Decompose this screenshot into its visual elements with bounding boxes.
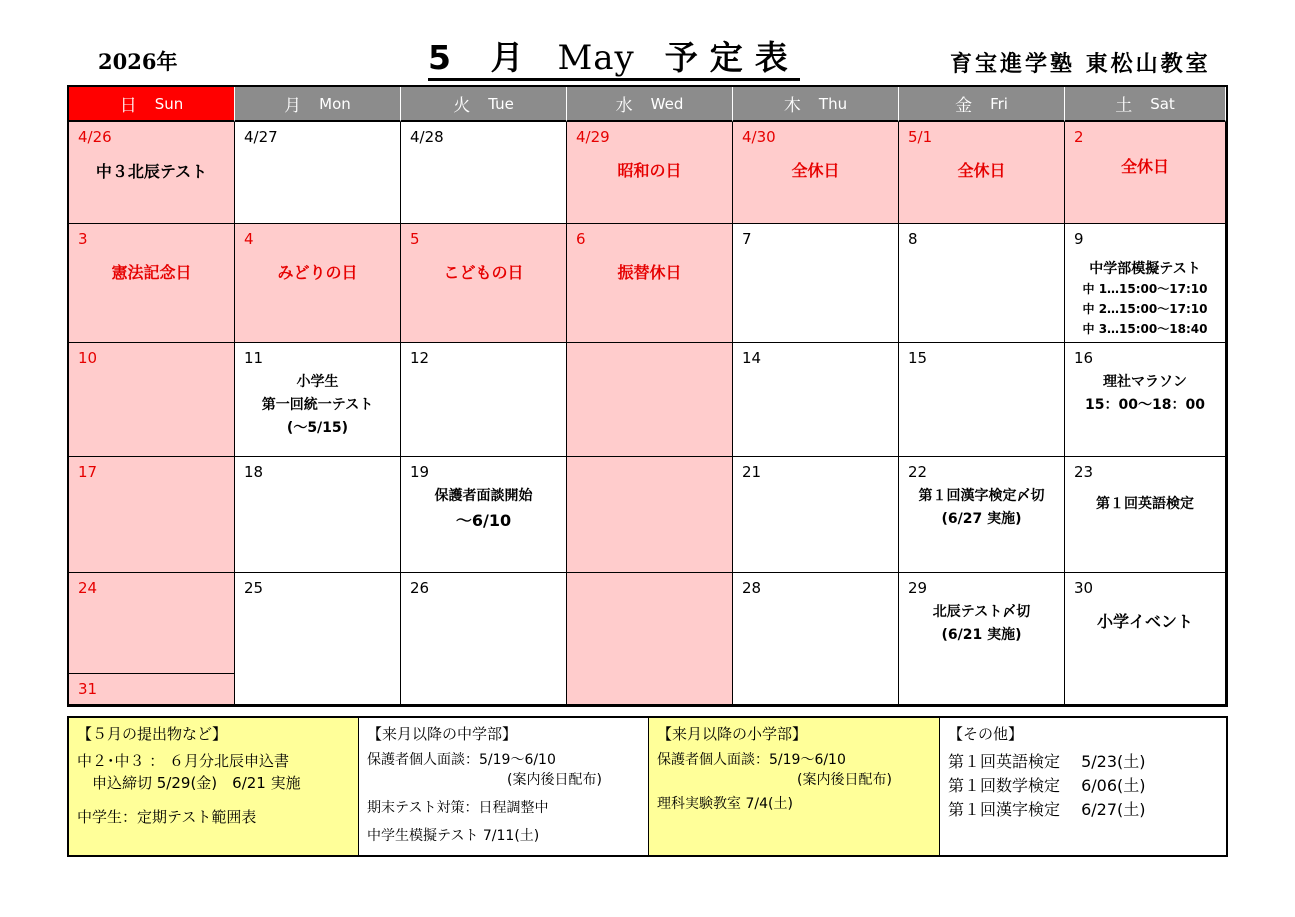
day-number: 28 bbox=[742, 579, 762, 597]
note-heading: 【５月の提出物など】 bbox=[77, 725, 228, 743]
day-cell bbox=[1065, 573, 1226, 705]
note-line: 申込締切 5/29(金) 6/21 実施 bbox=[77, 774, 301, 792]
day-cell bbox=[235, 224, 401, 343]
event-text: (～5/15) bbox=[286, 420, 349, 436]
day-number: 4 bbox=[244, 230, 254, 248]
event-text: (6/27 実施) bbox=[941, 511, 1022, 527]
day-number: 4/27 bbox=[244, 128, 278, 146]
note-box bbox=[69, 718, 359, 855]
event-text: 小学生 bbox=[296, 374, 339, 390]
weekday-header-fri bbox=[899, 87, 1065, 122]
event-text: 全休日 bbox=[1120, 157, 1169, 176]
day-number: 4/28 bbox=[410, 128, 444, 146]
day-number: 5 bbox=[410, 230, 420, 248]
event-text: 中 3…15:00～18:40 bbox=[1082, 322, 1208, 336]
day-cell bbox=[1065, 343, 1226, 457]
day-cell bbox=[567, 573, 733, 705]
day-cell bbox=[1065, 224, 1226, 343]
note-box bbox=[940, 718, 1226, 855]
day-number: 24 bbox=[78, 579, 98, 597]
note-line: (案内後日配布) bbox=[367, 772, 602, 788]
weekday-jp: 金 bbox=[955, 96, 973, 116]
day-cell bbox=[733, 122, 899, 224]
day-number: 18 bbox=[244, 463, 264, 481]
day-cell bbox=[899, 343, 1065, 457]
event-text: 理社マラソン bbox=[1103, 374, 1187, 390]
weekday-en: Sun bbox=[154, 94, 184, 113]
day-number: 12 bbox=[410, 349, 430, 367]
day-number: 21 bbox=[742, 463, 762, 481]
day-cell bbox=[69, 224, 235, 343]
event-text: 中学部模擬テスト bbox=[1089, 261, 1201, 277]
day-cell bbox=[69, 573, 235, 674]
weekday-en: Fri bbox=[990, 94, 1008, 113]
day-number: 6 bbox=[576, 230, 586, 248]
weekday-jp: 木 bbox=[783, 96, 801, 116]
note-line: (案内後日配布) bbox=[657, 772, 892, 788]
note-line: 理科実験教室 7/4(土) bbox=[657, 796, 793, 812]
note-line: 期末テスト対策：日程調整中 bbox=[367, 800, 549, 816]
day-cell bbox=[733, 457, 899, 573]
day-cell bbox=[1065, 122, 1226, 224]
day-number: 3 bbox=[78, 230, 88, 248]
day-cell bbox=[567, 343, 733, 457]
day-cell bbox=[899, 457, 1065, 573]
calendar-grid bbox=[67, 85, 1228, 707]
day-number: 7 bbox=[742, 230, 752, 248]
day-number: 30 bbox=[1074, 579, 1094, 597]
note-line: 中学生：定期テスト範囲表 bbox=[77, 808, 257, 826]
day-number: 17 bbox=[78, 463, 98, 481]
day-number: 25 bbox=[244, 579, 264, 597]
note-heading: 【来月以降の小学部】 bbox=[657, 725, 808, 743]
day-cell bbox=[567, 122, 733, 224]
weekday-jp: 土 bbox=[1115, 96, 1133, 116]
weekday-jp: 月 bbox=[284, 96, 302, 116]
page-title bbox=[428, 36, 800, 81]
event-text: 昭和の日 bbox=[617, 161, 682, 180]
event-text: 第１回漢字検定〆切 bbox=[918, 488, 1045, 504]
year-label: 2026年 bbox=[98, 49, 178, 74]
event-text: (6/21 実施) bbox=[941, 627, 1022, 643]
weekday-en: Mon bbox=[319, 94, 351, 113]
weekday-en: Sat bbox=[1150, 94, 1175, 113]
day-cell bbox=[401, 122, 567, 224]
day-number: 16 bbox=[1074, 349, 1094, 367]
day-number: 23 bbox=[1074, 463, 1094, 481]
note-line: 第１回数学検定 6/06(土) bbox=[948, 776, 1146, 795]
note-line: 中２･中３ ： ６月分北辰申込書 bbox=[77, 752, 290, 770]
day-number: 31 bbox=[78, 680, 98, 698]
event-text: 中 2…15:00～17:10 bbox=[1082, 302, 1208, 316]
event-text: 全休日 bbox=[957, 161, 1006, 180]
event-text: ～6/10 bbox=[455, 511, 512, 530]
day-cell bbox=[235, 457, 401, 573]
event-text: 北辰テスト〆切 bbox=[932, 604, 1031, 620]
note-line: 中学生模擬テスト 7/11(土) bbox=[367, 828, 540, 844]
day-number: 2 bbox=[1074, 128, 1084, 146]
weekday-header-mon bbox=[235, 87, 401, 122]
event-text: こどもの日 bbox=[443, 263, 524, 282]
day-cell bbox=[567, 224, 733, 343]
event-text: 第一回統一テスト bbox=[261, 397, 374, 413]
day-number: 8 bbox=[908, 230, 918, 248]
day-cell bbox=[733, 224, 899, 343]
day-number: 14 bbox=[742, 349, 762, 367]
event-text: みどりの日 bbox=[277, 263, 358, 282]
day-cell bbox=[235, 573, 401, 705]
event-text: 小学イベント bbox=[1096, 612, 1193, 631]
note-line: 第１回英語検定 5/23(土) bbox=[948, 752, 1146, 771]
weekday-jp: 日 bbox=[119, 96, 137, 116]
event-text: 中 1…15:00～17:10 bbox=[1082, 282, 1208, 296]
weekday-header-wed bbox=[567, 87, 733, 122]
day-number: 11 bbox=[244, 349, 264, 367]
weekday-header-thu bbox=[733, 87, 899, 122]
note-heading: 【その他】 bbox=[948, 725, 1024, 743]
weekday-header-sun bbox=[69, 87, 235, 122]
weekday-header-tue bbox=[401, 87, 567, 122]
note-line: 保護者個人面談：5/19～6/10 bbox=[657, 752, 846, 768]
title-month-number: 5 月 bbox=[428, 38, 538, 77]
day-number: 19 bbox=[410, 463, 430, 481]
event-text: 憲法記念日 bbox=[111, 263, 192, 282]
weekday-en: Wed bbox=[650, 94, 684, 113]
day-cell bbox=[401, 573, 567, 705]
notes-section bbox=[67, 716, 1228, 857]
event-text: 全休日 bbox=[791, 161, 840, 180]
day-number: 5/1 bbox=[908, 128, 933, 146]
event-text: 第１回英語検定 bbox=[1096, 496, 1194, 512]
day-cell bbox=[401, 457, 567, 573]
day-cell bbox=[899, 224, 1065, 343]
event-text: 保護者面談開始 bbox=[434, 488, 533, 504]
weekday-header-sat bbox=[1065, 87, 1226, 122]
day-cell bbox=[733, 573, 899, 705]
day-cell bbox=[69, 674, 235, 705]
day-cell bbox=[401, 343, 567, 457]
weekday-en: Thu bbox=[818, 94, 848, 113]
weekday-jp: 水 bbox=[615, 96, 633, 116]
event-text: 中３北辰テスト bbox=[95, 162, 208, 181]
day-cell bbox=[69, 122, 235, 224]
note-box bbox=[359, 718, 649, 855]
day-number: 26 bbox=[410, 579, 430, 597]
day-number: 4/29 bbox=[576, 128, 610, 146]
event-text: 15：00～18：00 bbox=[1085, 397, 1205, 413]
day-number: 4/30 bbox=[742, 128, 776, 146]
note-line: 保護者個人面談：5/19～6/10 bbox=[367, 752, 556, 768]
day-cell bbox=[69, 343, 235, 457]
day-cell bbox=[899, 122, 1065, 224]
title-month-english: May bbox=[557, 38, 635, 78]
event-text: 振替休日 bbox=[617, 263, 682, 282]
day-number: 29 bbox=[908, 579, 928, 597]
day-cell bbox=[235, 122, 401, 224]
note-line bbox=[77, 794, 350, 806]
day-number: 4/26 bbox=[78, 128, 112, 146]
day-cell bbox=[733, 343, 899, 457]
note-box bbox=[649, 718, 940, 855]
day-cell bbox=[69, 457, 235, 573]
weekday-jp: 火 bbox=[453, 96, 471, 116]
title-schedule: 予定表 bbox=[664, 38, 800, 77]
day-cell bbox=[567, 457, 733, 573]
day-cell bbox=[401, 224, 567, 343]
note-line: 第１回漢字検定 6/27(土) bbox=[948, 800, 1146, 819]
day-number: 15 bbox=[908, 349, 928, 367]
day-number: 9 bbox=[1074, 230, 1084, 248]
day-cell bbox=[235, 343, 401, 457]
note-heading: 【来月以降の中学部】 bbox=[367, 725, 518, 743]
school-name: 育宝進学塾 東松山教室 bbox=[950, 52, 1211, 77]
day-number: 10 bbox=[78, 349, 98, 367]
day-cell bbox=[899, 573, 1065, 705]
day-cell bbox=[1065, 457, 1226, 573]
day-number: 22 bbox=[908, 463, 928, 481]
weekday-en: Tue bbox=[488, 94, 514, 113]
